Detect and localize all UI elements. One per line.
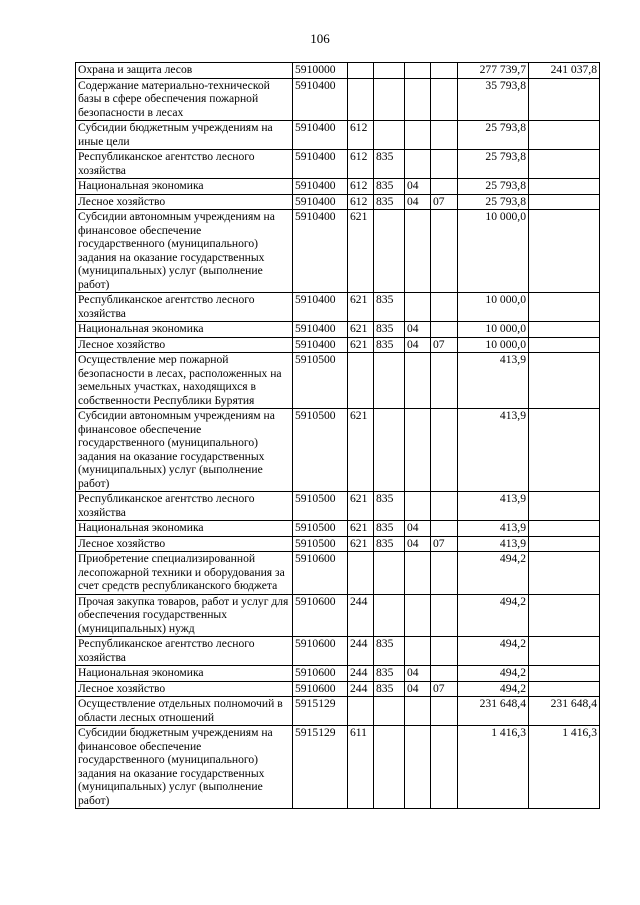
cell-target-article: 5915129 — [293, 697, 348, 726]
cell-subsection — [431, 697, 458, 726]
cell-section — [405, 293, 431, 322]
cell-amount-2 — [529, 552, 600, 595]
cell-name: Прочая закупка товаров, работ и услуг для обеспечения государственных (муниципальных) нужд — [76, 594, 293, 637]
cell-name: Республиканское агентство лесного хозяйства — [76, 492, 293, 521]
cell-target-article: 5910500 — [293, 353, 348, 409]
cell-budget-holder: 835 — [374, 521, 405, 537]
cell-amount-2: 231 648,4 — [529, 697, 600, 726]
cell-name: Лесное хозяйство — [76, 194, 293, 210]
cell-expense-type: 621 — [348, 293, 374, 322]
table-row — [76, 322, 600, 338]
cell-amount-2 — [529, 322, 600, 338]
cell-name: Национальная экономика — [76, 521, 293, 537]
cell-subsection — [431, 322, 458, 338]
table-row — [76, 194, 600, 210]
cell-budget-holder — [374, 353, 405, 409]
cell-name: Лесное хозяйство — [76, 681, 293, 697]
cell-target-article: 5910400 — [293, 78, 348, 121]
cell-subsection — [431, 179, 458, 195]
cell-section: 04 — [405, 194, 431, 210]
cell-subsection — [431, 637, 458, 666]
table-row — [76, 78, 600, 121]
cell-amount-2: 241 037,8 — [529, 63, 600, 79]
cell-subsection — [431, 121, 458, 150]
table-row — [76, 210, 600, 293]
cell-amount-1: 10 000,0 — [458, 322, 529, 338]
table-row — [76, 409, 600, 492]
cell-expense-type: 621 — [348, 210, 374, 293]
cell-expense-type: 621 — [348, 409, 374, 492]
cell-amount-1: 413,9 — [458, 521, 529, 537]
cell-section: 04 — [405, 322, 431, 338]
table-row — [76, 594, 600, 637]
cell-subsection: 07 — [431, 536, 458, 552]
cell-expense-type — [348, 78, 374, 121]
cell-amount-1: 277 739,7 — [458, 63, 529, 79]
cell-name: Содержание материально-технической базы в сфере обеспечения пожарной безопасности в лесах — [76, 78, 293, 121]
page-number: 106 — [310, 31, 330, 46]
table-row — [76, 666, 600, 682]
cell-target-article: 5910500 — [293, 409, 348, 492]
cell-expense-type: 621 — [348, 492, 374, 521]
table-row — [76, 150, 600, 179]
cell-amount-1: 494,2 — [458, 666, 529, 682]
cell-expense-type: 612 — [348, 150, 374, 179]
cell-budget-holder: 835 — [374, 536, 405, 552]
table-body — [76, 63, 600, 809]
cell-name: Лесное хозяйство — [76, 337, 293, 353]
cell-expense-type — [348, 697, 374, 726]
budget-table — [75, 62, 600, 809]
cell-amount-2 — [529, 521, 600, 537]
table-row — [76, 492, 600, 521]
cell-amount-2 — [529, 179, 600, 195]
cell-expense-type: 611 — [348, 726, 374, 809]
cell-target-article: 5910600 — [293, 637, 348, 666]
cell-amount-2 — [529, 337, 600, 353]
cell-name: Субсидии автономным учреждениям на финансовое обеспечение государственного (муниципального) задания на оказание государственных (муниципальных) услуг (выполнение работ) — [76, 210, 293, 293]
cell-subsection — [431, 594, 458, 637]
cell-section — [405, 637, 431, 666]
cell-expense-type — [348, 63, 374, 79]
cell-name: Национальная экономика — [76, 666, 293, 682]
cell-name: Субсидии автономным учреждениям на финансовое обеспечение государственного (муниципального) задания на оказание государственных (муниципальных) услуг (выполнение работ) — [76, 409, 293, 492]
cell-budget-holder: 835 — [374, 194, 405, 210]
table-row — [76, 179, 600, 195]
cell-amount-1: 413,9 — [458, 409, 529, 492]
cell-amount-1: 413,9 — [458, 536, 529, 552]
cell-amount-1: 1 416,3 — [458, 726, 529, 809]
cell-name: Приобретение специализированной лесопожарной техники и оборудования за счет средств республиканского бюджета — [76, 552, 293, 595]
cell-expense-type: 612 — [348, 179, 374, 195]
cell-name: Субсидии бюджетным учреждениям на иные цели — [76, 121, 293, 150]
table-row — [76, 521, 600, 537]
cell-name: Республиканское агентство лесного хозяйства — [76, 150, 293, 179]
cell-amount-2 — [529, 492, 600, 521]
cell-amount-1: 25 793,8 — [458, 179, 529, 195]
table-row — [76, 121, 600, 150]
cell-subsection: 07 — [431, 681, 458, 697]
cell-amount-1: 10 000,0 — [458, 293, 529, 322]
cell-budget-holder — [374, 552, 405, 595]
cell-name: Национальная экономика — [76, 322, 293, 338]
cell-section — [405, 353, 431, 409]
cell-budget-holder: 835 — [374, 179, 405, 195]
cell-amount-1: 231 648,4 — [458, 697, 529, 726]
cell-budget-holder — [374, 121, 405, 150]
cell-budget-holder: 835 — [374, 322, 405, 338]
cell-amount-1: 25 793,8 — [458, 121, 529, 150]
cell-target-article: 5910400 — [293, 194, 348, 210]
cell-subsection — [431, 353, 458, 409]
cell-subsection — [431, 666, 458, 682]
cell-target-article: 5910400 — [293, 210, 348, 293]
table-row — [76, 726, 600, 809]
cell-section — [405, 150, 431, 179]
cell-name: Субсидии бюджетным учреждениям на финансовое обеспечение государственного (муниципального) задания на оказание государственных (муниципальных) услуг (выполнение работ) — [76, 726, 293, 809]
cell-amount-2 — [529, 353, 600, 409]
table-row — [76, 536, 600, 552]
table-row — [76, 552, 600, 595]
cell-section — [405, 552, 431, 595]
cell-section — [405, 409, 431, 492]
cell-expense-type — [348, 353, 374, 409]
cell-budget-holder — [374, 210, 405, 293]
cell-target-article: 5910400 — [293, 179, 348, 195]
cell-budget-holder: 835 — [374, 681, 405, 697]
cell-subsection — [431, 552, 458, 595]
cell-budget-holder: 835 — [374, 293, 405, 322]
cell-amount-2 — [529, 666, 600, 682]
cell-name: Лесное хозяйство — [76, 536, 293, 552]
cell-budget-holder — [374, 697, 405, 726]
cell-subsection — [431, 78, 458, 121]
cell-amount-1: 494,2 — [458, 637, 529, 666]
cell-section — [405, 78, 431, 121]
cell-budget-holder: 835 — [374, 666, 405, 682]
cell-section: 04 — [405, 179, 431, 195]
cell-expense-type: 621 — [348, 521, 374, 537]
cell-section — [405, 697, 431, 726]
table-row — [76, 63, 600, 79]
cell-expense-type: 621 — [348, 536, 374, 552]
cell-target-article: 5910500 — [293, 521, 348, 537]
cell-amount-1: 494,2 — [458, 594, 529, 637]
cell-target-article: 5910500 — [293, 492, 348, 521]
cell-budget-holder — [374, 78, 405, 121]
cell-expense-type: 621 — [348, 337, 374, 353]
cell-amount-1: 494,2 — [458, 552, 529, 595]
cell-target-article: 5910400 — [293, 322, 348, 338]
cell-amount-2 — [529, 536, 600, 552]
cell-expense-type — [348, 552, 374, 595]
cell-expense-type: 612 — [348, 194, 374, 210]
cell-amount-2 — [529, 594, 600, 637]
cell-amount-2: 1 416,3 — [529, 726, 600, 809]
cell-expense-type: 244 — [348, 666, 374, 682]
cell-section: 04 — [405, 666, 431, 682]
cell-section — [405, 63, 431, 79]
cell-amount-1: 35 793,8 — [458, 78, 529, 121]
cell-target-article: 5910600 — [293, 594, 348, 637]
cell-target-article: 5910500 — [293, 536, 348, 552]
cell-section — [405, 594, 431, 637]
cell-section: 04 — [405, 536, 431, 552]
table-row — [76, 697, 600, 726]
cell-target-article: 5910600 — [293, 681, 348, 697]
cell-amount-1: 25 793,8 — [458, 194, 529, 210]
cell-section: 04 — [405, 681, 431, 697]
cell-target-article: 5910400 — [293, 121, 348, 150]
table-row — [76, 337, 600, 353]
cell-name: Национальная экономика — [76, 179, 293, 195]
table-row — [76, 637, 600, 666]
cell-budget-holder: 835 — [374, 637, 405, 666]
cell-section — [405, 121, 431, 150]
table-row — [76, 681, 600, 697]
cell-amount-1: 494,2 — [458, 681, 529, 697]
cell-amount-1: 10 000,0 — [458, 210, 529, 293]
cell-amount-2 — [529, 637, 600, 666]
cell-budget-holder — [374, 409, 405, 492]
cell-section: 04 — [405, 337, 431, 353]
cell-target-article: 5910600 — [293, 552, 348, 595]
cell-amount-2 — [529, 210, 600, 293]
cell-target-article: 5910000 — [293, 63, 348, 79]
cell-section — [405, 492, 431, 521]
cell-subsection — [431, 726, 458, 809]
cell-amount-2 — [529, 121, 600, 150]
cell-subsection: 07 — [431, 194, 458, 210]
cell-target-article: 5915129 — [293, 726, 348, 809]
cell-amount-2 — [529, 293, 600, 322]
cell-subsection: 07 — [431, 337, 458, 353]
cell-section — [405, 726, 431, 809]
cell-amount-2 — [529, 194, 600, 210]
cell-name: Республиканское агентство лесного хозяйства — [76, 637, 293, 666]
cell-budget-holder: 835 — [374, 150, 405, 179]
cell-expense-type: 244 — [348, 681, 374, 697]
cell-amount-1: 10 000,0 — [458, 337, 529, 353]
cell-section: 04 — [405, 521, 431, 537]
table-row — [76, 293, 600, 322]
cell-section — [405, 210, 431, 293]
cell-expense-type: 244 — [348, 637, 374, 666]
cell-subsection — [431, 63, 458, 79]
cell-budget-holder: 835 — [374, 492, 405, 521]
cell-name: Осуществление отдельных полномочий в области лесных отношений — [76, 697, 293, 726]
cell-expense-type: 621 — [348, 322, 374, 338]
cell-name: Республиканское агентство лесного хозяйства — [76, 293, 293, 322]
cell-target-article: 5910400 — [293, 150, 348, 179]
cell-name: Осуществление мер пожарной безопасности в лесах, расположенных на земельных участках, находящихся в собственности Республики Бурятия — [76, 353, 293, 409]
cell-target-article: 5910600 — [293, 666, 348, 682]
cell-amount-2 — [529, 150, 600, 179]
cell-budget-holder: 835 — [374, 337, 405, 353]
cell-subsection — [431, 492, 458, 521]
cell-subsection — [431, 210, 458, 293]
cell-amount-1: 413,9 — [458, 492, 529, 521]
table-row — [76, 353, 600, 409]
cell-expense-type: 612 — [348, 121, 374, 150]
cell-target-article: 5910400 — [293, 293, 348, 322]
cell-budget-holder — [374, 594, 405, 637]
cell-name: Охрана и защита лесов — [76, 63, 293, 79]
cell-expense-type: 244 — [348, 594, 374, 637]
cell-subsection — [431, 150, 458, 179]
cell-subsection — [431, 293, 458, 322]
cell-budget-holder — [374, 63, 405, 79]
cell-amount-2 — [529, 78, 600, 121]
cell-target-article: 5910400 — [293, 337, 348, 353]
cell-amount-1: 413,9 — [458, 353, 529, 409]
cell-subsection — [431, 521, 458, 537]
cell-budget-holder — [374, 726, 405, 809]
cell-amount-1: 25 793,8 — [458, 150, 529, 179]
cell-amount-2 — [529, 681, 600, 697]
cell-amount-2 — [529, 409, 600, 492]
cell-subsection — [431, 409, 458, 492]
